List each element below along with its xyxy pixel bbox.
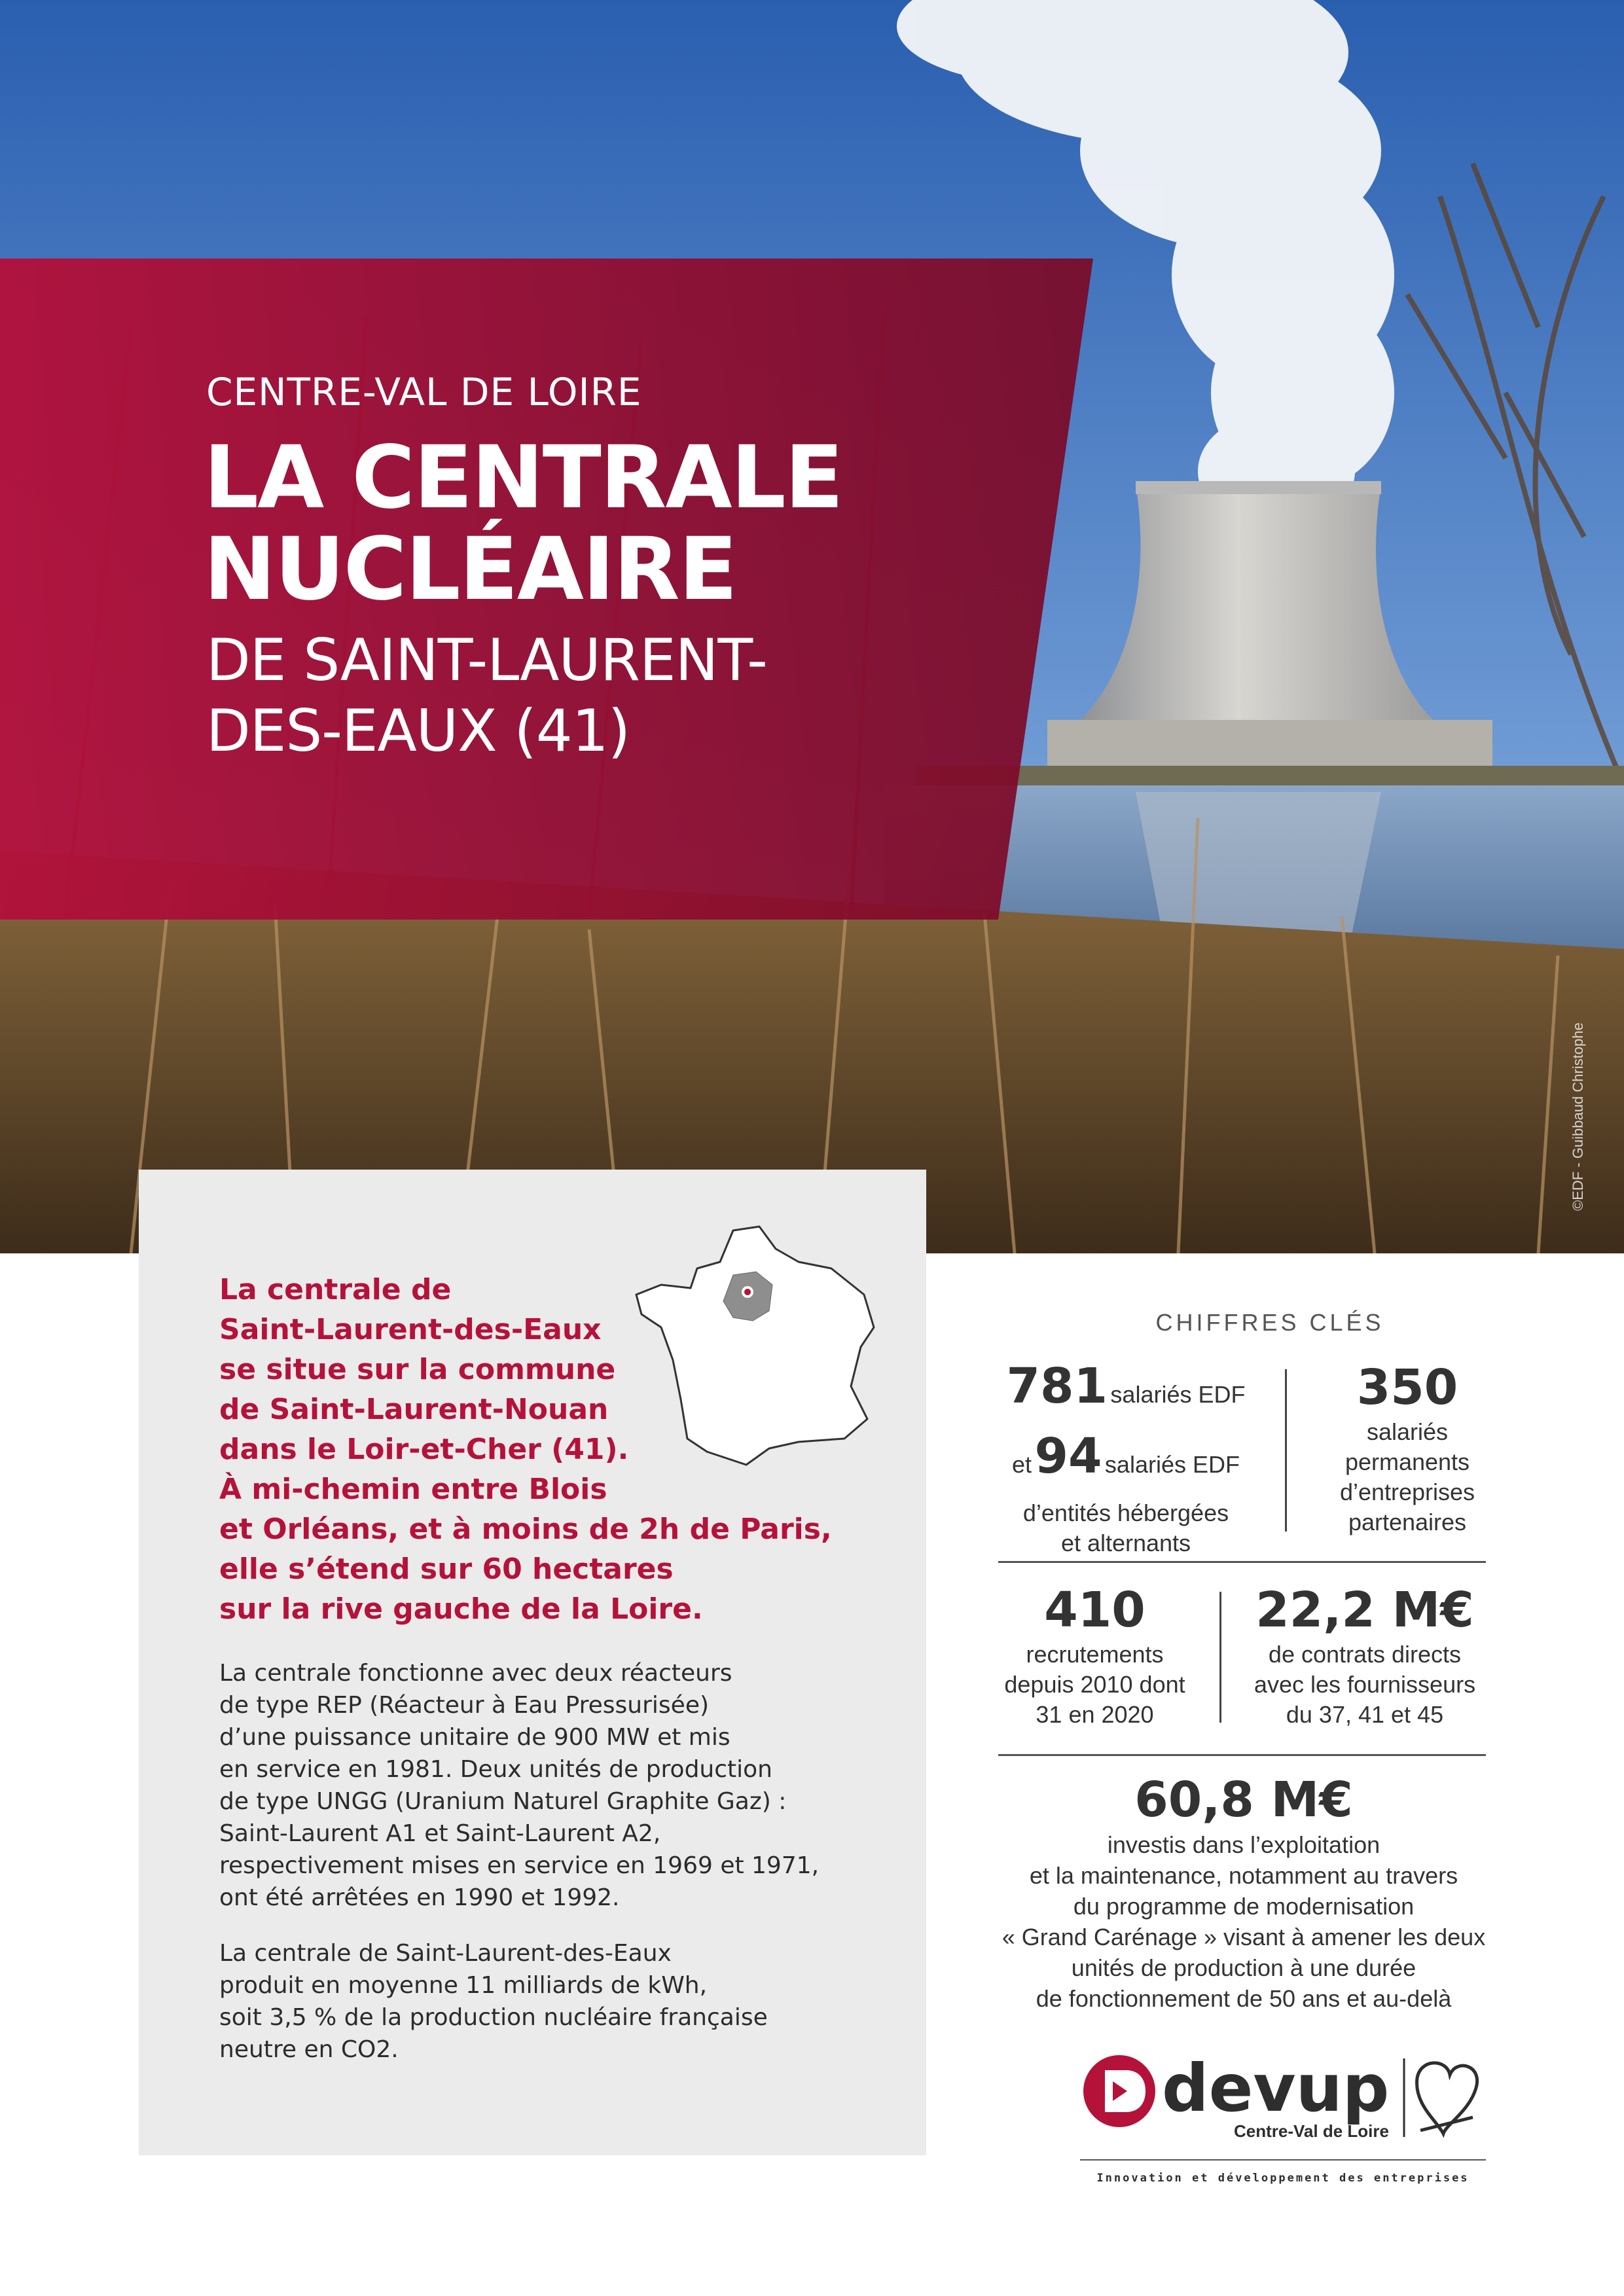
devup-tagline: Innovation et développement des entreprises [1096,2172,1470,2185]
divider-horizontal [998,1561,1486,1563]
title-block [0,259,1093,920]
divider-vertical [1219,1592,1221,1723]
regional-emblem-icon [1417,2063,1477,2134]
description-paragraph-1: La centrale fonctionne avec deux réacteurs de type REP (Réacteur à Eau Pressurisée) d’une puissance unitaire de 900 MW et mis en service en 1981. Deux unités de production de type UNGG (Uranium Naturel Graphite Gaz) : Saint-Laurent A1 et Saint-Laurent A2, respectivement mises en service en 1969 et 1971, ont été arrêtées en 1990 et 1992. [219,1660,820,1911]
stat-recruitment: 410 recrutements depuis 2010 dont 31 en 2020 [1004,1582,1185,1728]
stat-investment: 60,8 M€ investis dans l’exploitation et la maintenance, notamment au travers du programme de modernisation « Grand Carénage » visant à amener les deux unités de production à une durée de fonctionnement de 50 ans et au-delà [1001,1772,1486,2012]
description-paragraph-2: La centrale de Saint-Laurent-des-Eaux produit en moyenne 11 milliards de kWh, soit 3,5 % de la production nucléaire française neutre en CO2. [219,1940,768,2063]
devup-logo [1080,2052,1486,2222]
divider-horizontal [998,1754,1486,1756]
region-label: CENTRE-VAL DE LOIRE [206,370,642,414]
devup-brand-text: devup [1162,2052,1390,2126]
page-subtitle: DE SAINT-LAURENT- DES-EAUX (41) [206,626,767,764]
stat-edf-employees: 781 salariés EDF et 94 salariés EDF d’entités hébergées et alternants [1006,1358,1246,1556]
key-figures-heading: CHIFFRES CLÉS [1155,1309,1384,1336]
divider-vertical [1285,1369,1287,1532]
photo-credit: ©EDF - Guibbaud Christophe [1570,1022,1586,1211]
stat-partner-employees: 350 salariés permanents d’entreprises partenaires [1339,1359,1475,1535]
page-title: LA CENTRALE NUCLÉAIRE [204,427,842,620]
stat-contracts: 22,2 M€ de contrats directs avec les fournisseurs du 37, 41 et 45 [1254,1582,1476,1728]
devup-region-text: Centre-Val de Loire [1234,2121,1389,2141]
intro-text: La centrale de Saint-Laurent-des-Eaux se situe sur la commune de Saint-Laurent-Nouan dans le Loir-et-Cher (41). À mi-chemin entre Blois et Orléans, et à moins de 2h de Paris, elle s’étend sur 60 hectares sur la rive gauche de la Loire. [219,1273,832,1626]
